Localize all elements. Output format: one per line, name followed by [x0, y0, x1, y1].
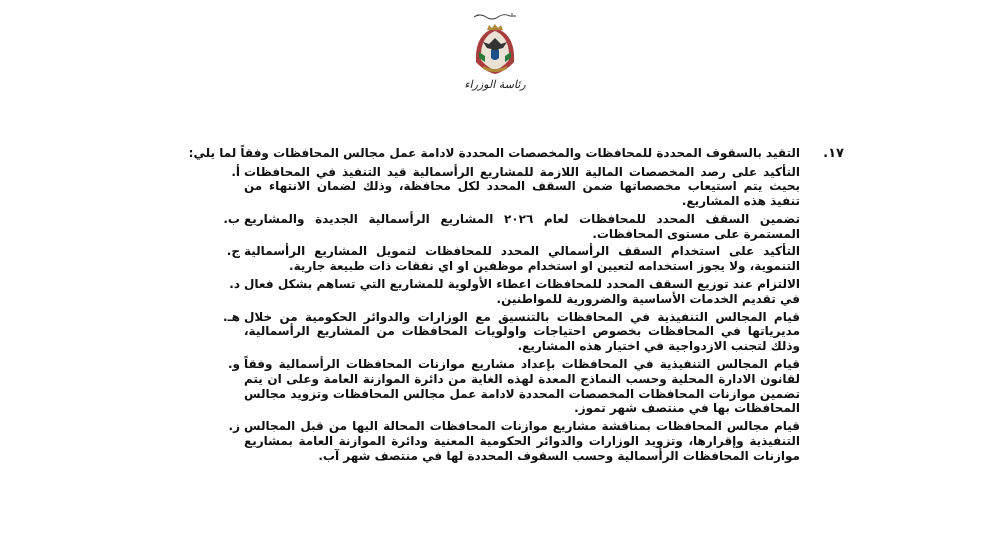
item-text: قيام المجالس التنفيذية في المحافظات بإعداد مشاريع موازنات المحافظات الرأسمالية وفقاً لقانون الادارة المحلية وحسب النماذج المعدة لهذه الغاية من دائرة الموازنة العامة وعلى ان يتم تضمين موازنات المحافظات المخصصات المحددة لادامة عمل مجالس المحافظات وتزويد مجالس المحافظات بها في منتصف شهر تموز.: [244, 357, 800, 416]
section-intro-text: التقيد بالسقوف المحددة للمحافظات والمخصصات المحددة لادامة عمل مجالس المحافظات وفقاً لما يلي:: [188, 146, 800, 160]
item-letter: ب.: [223, 211, 240, 226]
item-text: تضمين السقف المحدد للمحافظات لعام ٢٠٢٦ المشاريع الرأسمالية الجديدة والمشاريع المستمرة على مستوى المحافظات.: [244, 211, 800, 241]
list-item-f: [178, 357, 844, 416]
list-item-c: [178, 244, 844, 274]
coat-of-arms-icon: [467, 22, 523, 78]
item-letter: هـ.: [223, 309, 240, 324]
item-text: قيام مجالس المحافظات بمناقشة مشاريع موازنات المحافظات المحالة اليها من قبل المجالس التنفيذية وإقرارها، وتزويد الوزارات والدوائر الحكومية المعنية ودائرة الموازنة العامة بمشاريع موازنات المحافظات الرأسمالية وحسب السقوف المحددة لها في منتصف شهر آب.: [244, 419, 800, 463]
item-letter: د.: [229, 277, 240, 292]
item-letter: أ.: [231, 164, 240, 179]
item-text: التأكيد على رصد المخصصات المالية اللازمة للمشاريع الرأسمالية قيد التنفيذ في المحافظات بحيث يتم استيعاب مخصصاتها ضمن السقف المحدد لكل محافظة، وذلك لضمان الانتهاء من تنفيذ هذه المشاريع.: [244, 164, 800, 209]
section-number: ١٧.: [823, 146, 844, 161]
list-item-a: [178, 165, 844, 209]
item-letter: ج.: [226, 244, 240, 259]
list-item-e: [178, 310, 844, 354]
item-letter: ز.: [228, 419, 240, 434]
document-body: [178, 146, 844, 464]
item-text: التأكيد على استخدام السقف الرأسمالي المحدد للمحافظات لتمويل المشاريع الرأسمالية التنموية، ولا يجوز استخدامه لتعيين او استخدام موظفين او اي نفقات ذات طبيعة جارية.: [244, 244, 800, 274]
section-intro: [178, 146, 844, 162]
calligraphy-line-icon: [472, 12, 518, 20]
item-text: الالتزام عند توزيع السقف المحدد للمحافظات اعطاء الأولوية للمشاريع التي تساهم بشكل فعال في تقديم الخدمات الأساسية والضرورية للمواطنين.: [244, 277, 800, 306]
item-letter: و.: [227, 357, 240, 372]
item-text: قيام المجالس التنفيذية في المحافظات بالتنسيق مع الوزارات والدوائر الحكومية من خلال مديرياتها في المحافظات بخصوص احتياجات واولويات المحافظات من المشاريع الرأسمالية، وذلك لتجنب الازدواجية في اختيار هذه المشاريع.: [244, 309, 800, 354]
list-item-d: [178, 277, 844, 307]
list-item-g: [178, 419, 844, 463]
list-item-b: [178, 212, 844, 242]
letterhead: [440, 6, 550, 91]
office-title: رئاسة الوزراء: [464, 78, 526, 91]
